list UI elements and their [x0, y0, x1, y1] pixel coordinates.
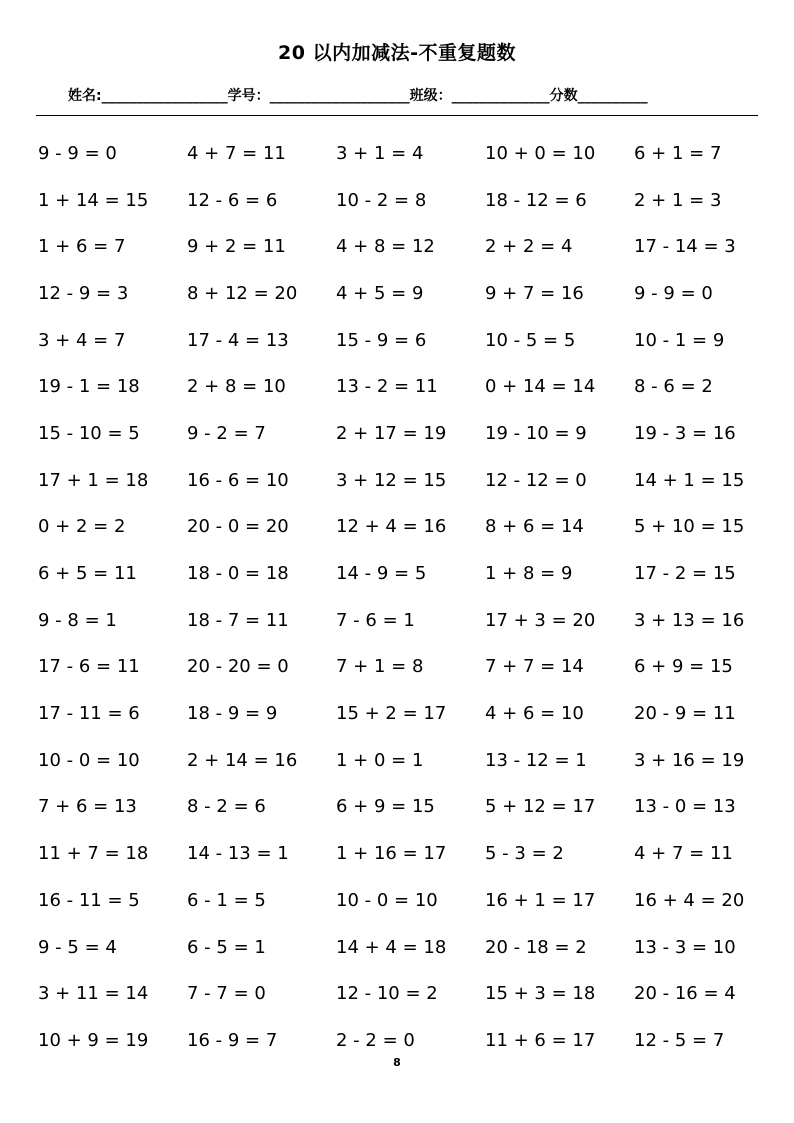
- math-problem: 7 + 7 = 14: [485, 656, 584, 678]
- student-info-row: [68, 85, 648, 105]
- math-problem: 10 - 1 = 9: [634, 329, 725, 351]
- math-problem: 3 + 11 = 14: [38, 983, 149, 1005]
- math-problem: 6 - 5 = 1: [187, 936, 266, 958]
- problem-grid: [38, 130, 783, 1064]
- math-problem: 17 - 14 = 3: [634, 236, 736, 258]
- page-number: 8: [393, 1056, 401, 1069]
- math-problem: 17 - 4 = 13: [187, 329, 289, 351]
- math-problem: 5 + 12 = 17: [485, 796, 596, 818]
- math-problem: 13 - 0 = 13: [634, 796, 736, 818]
- math-problem: 15 + 2 = 17: [336, 703, 447, 725]
- problem-row: [38, 597, 783, 644]
- math-problem: 12 - 12 = 0: [485, 469, 587, 491]
- problem-row: [38, 504, 783, 551]
- math-problem: 15 + 3 = 18: [485, 983, 596, 1005]
- header-divider: [36, 115, 758, 116]
- math-problem: 5 + 10 = 15: [634, 516, 745, 538]
- math-problem: 2 + 2 = 4: [485, 236, 573, 258]
- math-problem: 17 + 1 = 18: [38, 469, 149, 491]
- math-problem: 6 + 9 = 15: [634, 656, 733, 678]
- math-problem: 14 - 13 = 1: [187, 843, 289, 865]
- math-problem: 2 + 8 = 10: [187, 376, 286, 398]
- problem-row: [38, 830, 783, 877]
- math-problem: 6 + 1 = 7: [634, 142, 722, 164]
- math-problem: 4 + 7 = 11: [187, 142, 286, 164]
- problem-row: [38, 970, 783, 1017]
- math-problem: 0 + 2 = 2: [38, 516, 126, 538]
- math-problem: 5 - 3 = 2: [485, 843, 564, 865]
- math-problem: 13 - 2 = 11: [336, 376, 438, 398]
- math-problem: 7 - 7 = 0: [187, 983, 266, 1005]
- math-problem: 20 - 20 = 0: [187, 656, 289, 678]
- math-problem: 18 - 9 = 9: [187, 703, 278, 725]
- math-problem: 3 + 13 = 16: [634, 609, 745, 631]
- math-problem: 20 - 0 = 20: [187, 516, 289, 538]
- problem-row: [38, 223, 783, 270]
- problem-row: [38, 363, 783, 410]
- student-id-blank: ____________________: [269, 88, 410, 104]
- math-problem: 9 - 8 = 1: [38, 609, 117, 631]
- math-problem: 9 + 7 = 16: [485, 282, 584, 304]
- math-problem: 4 + 6 = 10: [485, 703, 584, 725]
- math-problem: 11 + 7 = 18: [38, 843, 149, 865]
- math-problem: 3 + 4 = 7: [38, 329, 126, 351]
- math-problem: 1 + 0 = 1: [336, 749, 424, 771]
- math-problem: 9 - 5 = 4: [38, 936, 117, 958]
- math-problem: 8 + 12 = 20: [187, 282, 298, 304]
- math-problem: 3 + 16 = 19: [634, 749, 745, 771]
- math-problem: 13 - 12 = 1: [485, 749, 587, 771]
- math-problem: 9 - 2 = 7: [187, 422, 266, 444]
- math-problem: 14 + 4 = 18: [336, 936, 447, 958]
- problem-row: [38, 270, 783, 317]
- math-problem: 16 - 11 = 5: [38, 889, 140, 911]
- math-problem: 19 - 3 = 16: [634, 422, 736, 444]
- math-problem: 2 + 17 = 19: [336, 422, 447, 444]
- math-problem: 6 - 1 = 5: [187, 889, 266, 911]
- student-id-label: 学号：: [227, 88, 270, 104]
- math-problem: 17 - 11 = 6: [38, 703, 140, 725]
- math-problem: 7 + 1 = 8: [336, 656, 424, 678]
- math-problem: 9 - 9 = 0: [38, 142, 117, 164]
- math-problem: 10 + 0 = 10: [485, 142, 596, 164]
- math-problem: 12 - 9 = 3: [38, 282, 129, 304]
- math-problem: 15 - 9 = 6: [336, 329, 427, 351]
- problem-row: [38, 644, 783, 691]
- problem-row: [38, 690, 783, 737]
- math-problem: 20 - 18 = 2: [485, 936, 587, 958]
- math-problem: 12 - 10 = 2: [336, 983, 438, 1005]
- problem-row: [38, 317, 783, 364]
- math-problem: 16 - 6 = 10: [187, 469, 289, 491]
- math-problem: 18 - 0 = 18: [187, 563, 289, 585]
- math-problem: 4 + 5 = 9: [336, 282, 424, 304]
- math-problem: 12 + 4 = 16: [336, 516, 447, 538]
- math-problem: 11 + 6 = 17: [485, 1029, 596, 1051]
- math-problem: 2 + 14 = 16: [187, 749, 298, 771]
- math-problem: 20 - 16 = 4: [634, 983, 736, 1005]
- math-problem: 10 - 0 = 10: [336, 889, 438, 911]
- math-problem: 8 - 2 = 6: [187, 796, 266, 818]
- score-label: 分数: [549, 88, 578, 104]
- problem-row: [38, 550, 783, 597]
- math-problem: 18 - 12 = 6: [485, 189, 587, 211]
- name-blank: __________________: [101, 88, 228, 104]
- math-problem: 12 - 6 = 6: [187, 189, 278, 211]
- math-problem: 10 - 0 = 10: [38, 749, 140, 771]
- math-problem: 1 + 16 = 17: [336, 843, 447, 865]
- math-problem: 1 + 6 = 7: [38, 236, 126, 258]
- math-problem: 2 - 2 = 0: [336, 1029, 415, 1051]
- math-problem: 19 - 1 = 18: [38, 376, 140, 398]
- math-problem: 16 + 1 = 17: [485, 889, 596, 911]
- math-problem: 9 + 2 = 11: [187, 236, 286, 258]
- math-problem: 10 + 9 = 19: [38, 1029, 149, 1051]
- problem-row: [38, 877, 783, 924]
- name-label: 姓名:: [68, 88, 102, 104]
- class-blank: ______________: [451, 88, 550, 104]
- math-problem: 6 + 5 = 11: [38, 563, 137, 585]
- problem-row: [38, 737, 783, 784]
- math-problem: 20 - 9 = 11: [634, 703, 736, 725]
- math-problem: 6 + 9 = 15: [336, 796, 435, 818]
- math-problem: 8 + 6 = 14: [485, 516, 584, 538]
- math-problem: 16 - 9 = 7: [187, 1029, 278, 1051]
- problem-row: [38, 457, 783, 504]
- math-problem: 10 - 5 = 5: [485, 329, 576, 351]
- math-problem: 13 - 3 = 10: [634, 936, 736, 958]
- math-problem: 18 - 7 = 11: [187, 609, 289, 631]
- math-problem: 0 + 14 = 14: [485, 376, 596, 398]
- math-problem: 4 + 7 = 11: [634, 843, 733, 865]
- math-problem: 17 + 3 = 20: [485, 609, 596, 631]
- math-problem: 10 - 2 = 8: [336, 189, 427, 211]
- page-title: 20 以内加减法-不重复题数: [278, 42, 516, 64]
- math-problem: 17 - 2 = 15: [634, 563, 736, 585]
- class-label: 班级：: [409, 88, 452, 104]
- math-problem: 8 - 6 = 2: [634, 376, 713, 398]
- math-problem: 9 - 9 = 0: [634, 282, 713, 304]
- math-problem: 14 + 1 = 15: [634, 469, 745, 491]
- math-problem: 16 + 4 = 20: [634, 889, 745, 911]
- math-problem: 4 + 8 = 12: [336, 236, 435, 258]
- math-problem: 12 - 5 = 7: [634, 1029, 725, 1051]
- problem-row: [38, 177, 783, 224]
- problem-row: [38, 410, 783, 457]
- math-problem: 3 + 12 = 15: [336, 469, 447, 491]
- problem-row: [38, 924, 783, 971]
- math-problem: 19 - 10 = 9: [485, 422, 587, 444]
- math-problem: 3 + 1 = 4: [336, 142, 424, 164]
- problem-row: [38, 784, 783, 831]
- math-problem: 14 - 9 = 5: [336, 563, 427, 585]
- math-problem: 7 + 6 = 13: [38, 796, 137, 818]
- math-problem: 2 + 1 = 3: [634, 189, 722, 211]
- math-problem: 15 - 10 = 5: [38, 422, 140, 444]
- problem-row: [38, 130, 783, 177]
- math-problem: 1 + 14 = 15: [38, 189, 149, 211]
- math-problem: 17 - 6 = 11: [38, 656, 140, 678]
- math-problem: 7 - 6 = 1: [336, 609, 415, 631]
- math-problem: 1 + 8 = 9: [485, 563, 573, 585]
- score-blank: __________: [577, 88, 648, 104]
